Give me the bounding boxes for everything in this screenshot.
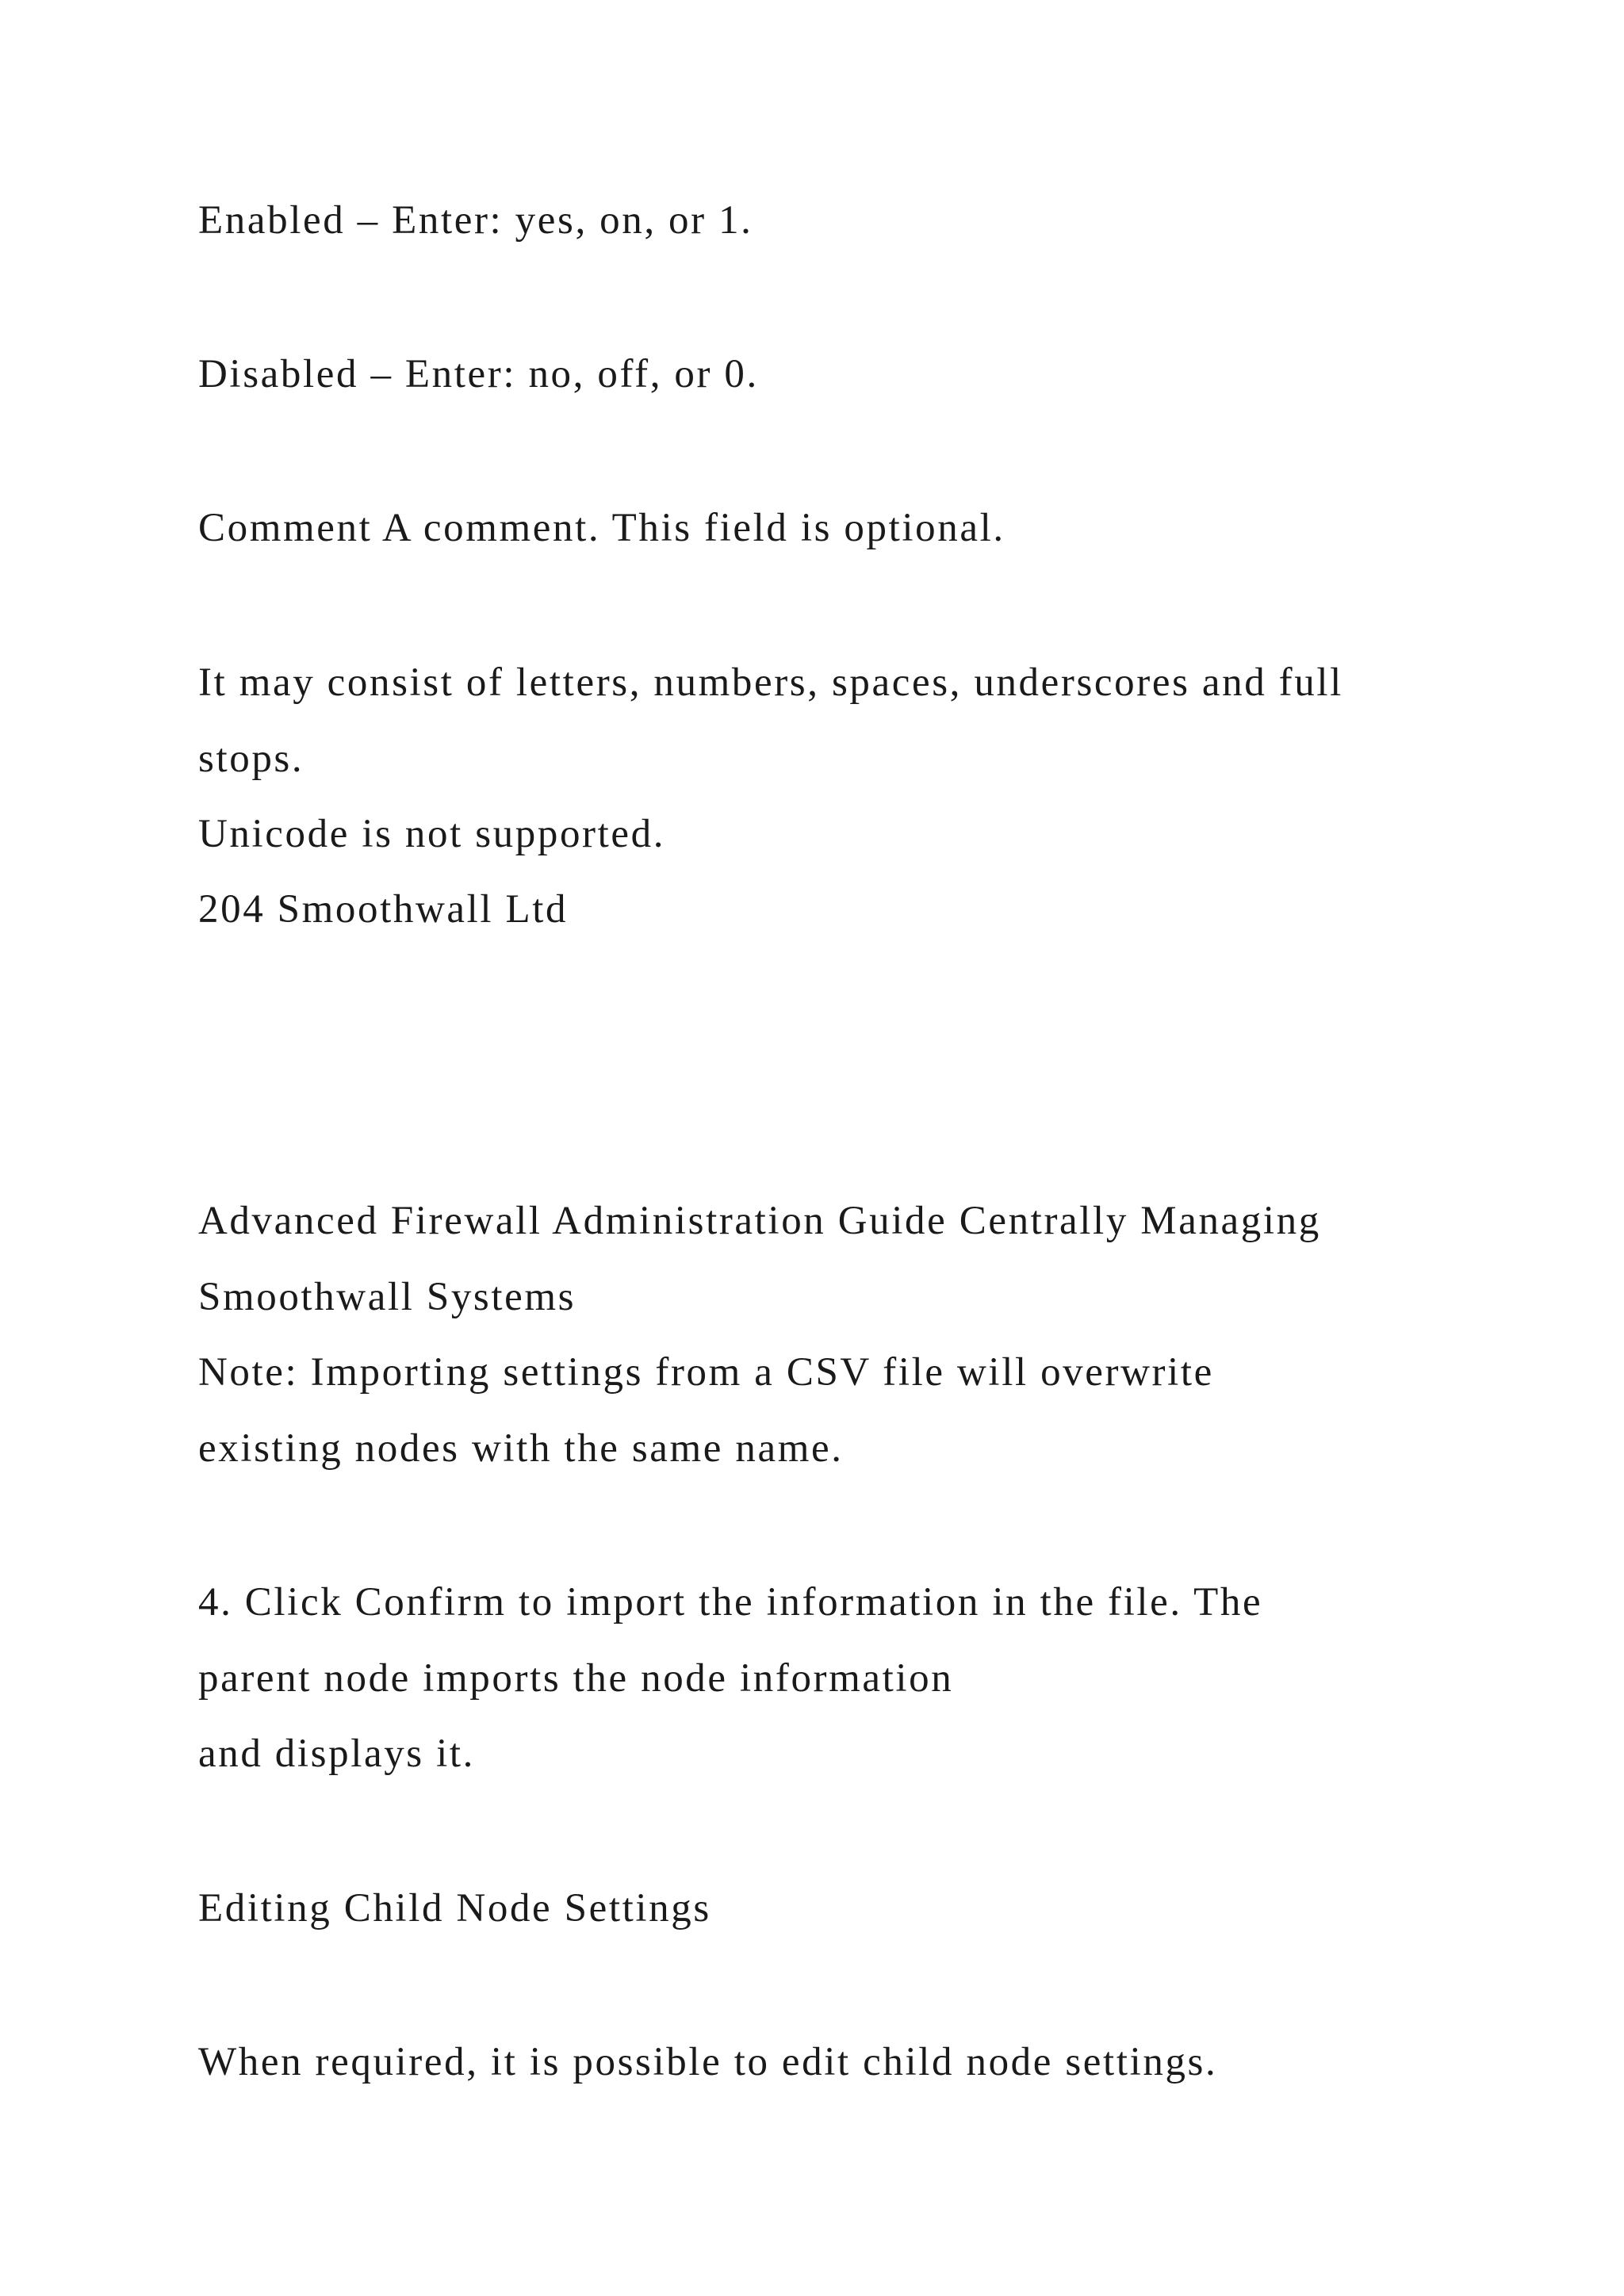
step-4-text: 4. Click Confirm to import the information in the file. The xyxy=(198,1580,1263,1624)
import-note-continued-text: existing nodes with the same name. xyxy=(198,1426,844,1471)
comment-field-text: Comment A comment. This field is optional. xyxy=(198,506,1005,550)
unicode-note-text: Unicode is not supported. xyxy=(198,812,666,856)
allowed-characters-text: It may consist of letters, numbers, spaces, underscores and full xyxy=(198,660,1343,705)
allowed-characters-continued-text: stops. xyxy=(198,737,304,781)
step-4-continued-text: parent node imports the node information xyxy=(198,1656,954,1701)
section-heading: Editing Child Node Settings xyxy=(198,1886,711,1931)
guide-header-text: Advanced Firewall Administration Guide Centrally Managing xyxy=(198,1199,1321,1243)
import-note-text: Note: Importing settings from a CSV file will overwrite xyxy=(198,1350,1214,1395)
page-footer-text: 204 Smoothwall Ltd xyxy=(198,887,569,932)
enabled-values-text: Enabled – Enter: yes, on, or 1. xyxy=(198,198,753,243)
guide-header-continued-text: Smoothwall Systems xyxy=(198,1275,576,1319)
disabled-values-text: Disabled – Enter: no, off, or 0. xyxy=(198,352,759,396)
step-4-end-text: and displays it. xyxy=(198,1732,475,1776)
section-intro-text: When required, it is possible to edit child node settings. xyxy=(198,2040,1218,2084)
